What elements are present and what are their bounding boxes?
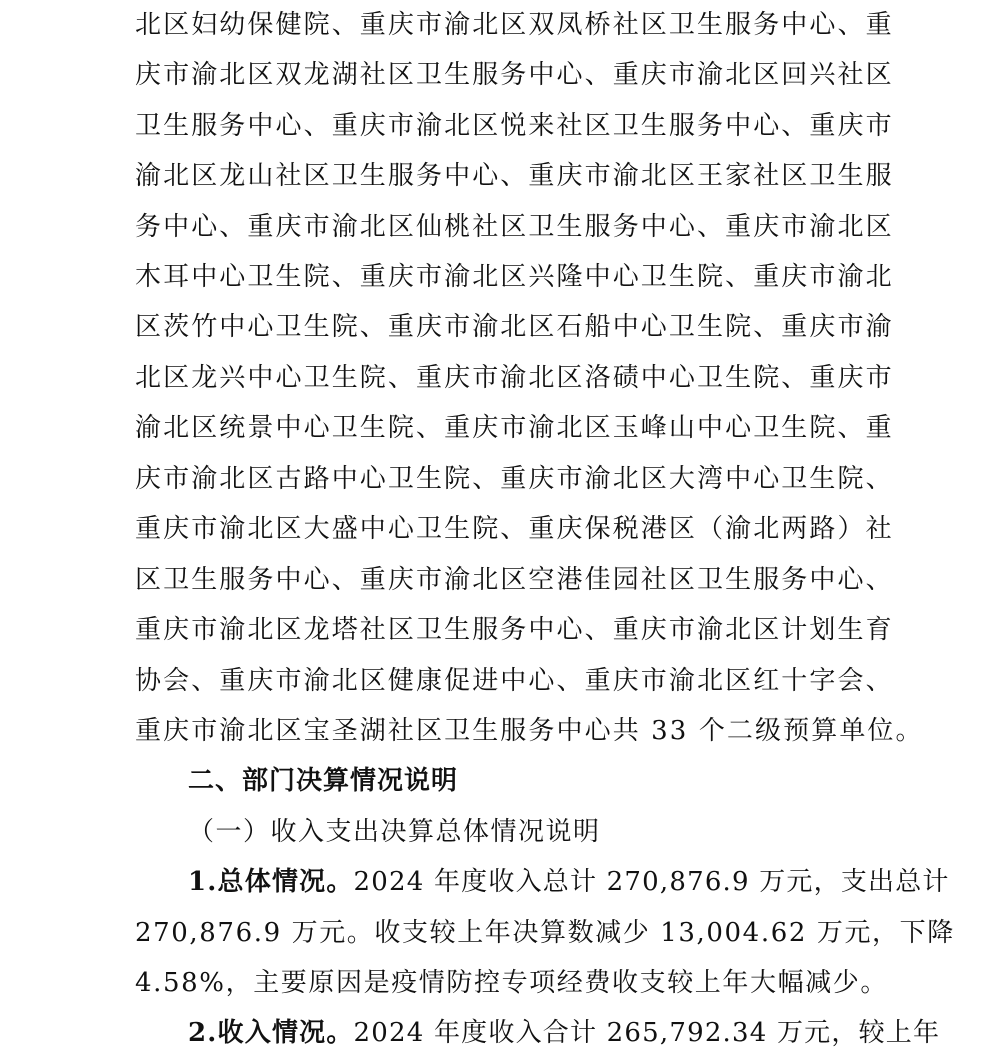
income-lead: 2.收入情况。 — [188, 1018, 354, 1048]
unit-list-line: 区卫生服务中心、重庆市渝北区空港佳园社区卫生服务中心、 — [135, 565, 894, 595]
overall-line: 4.58%，主要原因是疫情防控专项经费收支较上年大幅减少。 — [135, 968, 888, 998]
unit-list-line: 北区妇幼保健院、重庆市渝北区双凤桥社区卫生服务中心、重 — [135, 10, 894, 40]
unit-list-line: 北区龙兴中心卫生院、重庆市渝北区洛碛中心卫生院、重庆市 — [135, 363, 894, 393]
unit-list-line: 区茨竹中心卫生院、重庆市渝北区石船中心卫生院、重庆市渝 — [135, 312, 894, 342]
income-text: 2024 年度收入合计 265,792.34 万元，较上年 — [353, 1018, 941, 1048]
unit-list-line: 重庆市渝北区宝圣湖社区卫生服务中心共 33 个二级预算单位。 — [135, 716, 924, 746]
overall-line: 270,876.9 万元。收支较上年决算数减少 13,004.62 万元，下降 — [135, 918, 955, 948]
overall-lead: 1.总体情况。 — [188, 867, 354, 897]
subsection-heading: （一）收入支出决算总体情况说明 — [188, 817, 601, 847]
unit-list-line: 渝北区统景中心卫生院、重庆市渝北区玉峰山中心卫生院、重 — [135, 413, 894, 443]
overall-text: 2024 年度收入总计 270,876.9 万元，支出总计 — [353, 867, 950, 897]
unit-list-line: 卫生服务中心、重庆市渝北区悦来社区卫生服务中心、重庆市 — [135, 111, 894, 141]
unit-list-line: 渝北区龙山社区卫生服务中心、重庆市渝北区王家社区卫生服 — [135, 161, 894, 191]
unit-list-line: 庆市渝北区古路中心卫生院、重庆市渝北区大湾中心卫生院、 — [135, 464, 894, 494]
unit-list-line: 庆市渝北区双龙湖社区卫生服务中心、重庆市渝北区回兴社区 — [135, 60, 894, 90]
unit-list-line: 重庆市渝北区龙塔社区卫生服务中心、重庆市渝北区计划生育 — [135, 615, 894, 645]
section-heading: 二、部门决算情况说明 — [188, 766, 459, 796]
unit-list-line: 重庆市渝北区大盛中心卫生院、重庆保税港区（渝北两路）社 — [135, 514, 894, 544]
unit-list-line: 木耳中心卫生院、重庆市渝北区兴隆中心卫生院、重庆市渝北 — [135, 262, 894, 292]
unit-list-line: 协会、重庆市渝北区健康促进中心、重庆市渝北区红十字会、 — [135, 666, 894, 696]
unit-list-line: 务中心、重庆市渝北区仙桃社区卫生服务中心、重庆市渝北区 — [135, 212, 894, 242]
